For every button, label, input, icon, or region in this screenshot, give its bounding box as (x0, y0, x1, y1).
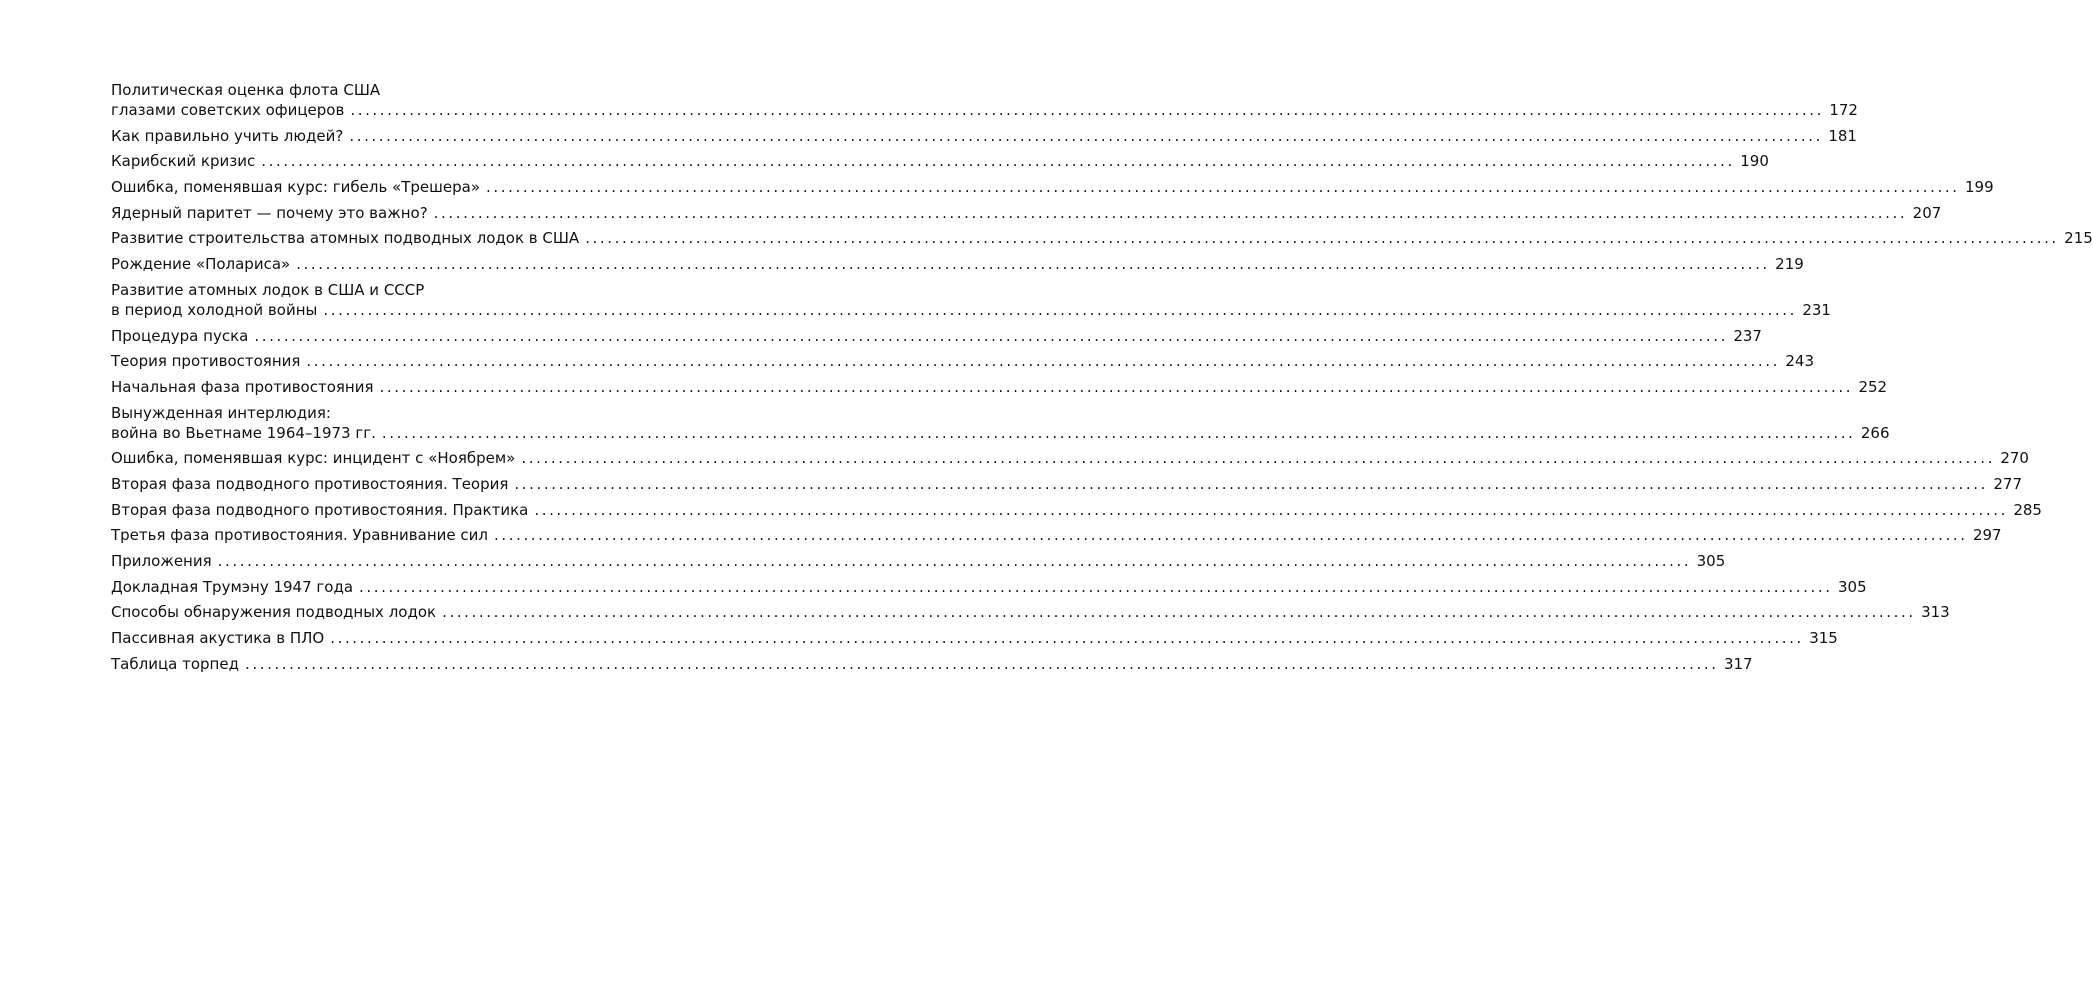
toc-entry[interactable] (111, 474, 2023, 494)
toc-entry[interactable] (111, 228, 2093, 248)
toc-entry-page: 285 (2013, 500, 2042, 519)
toc-entry-title-line1: Политическая оценка флота США (111, 81, 381, 99)
toc-entry-page: 317 (1723, 654, 1753, 673)
toc-entry[interactable] (111, 351, 1815, 371)
toc-entry[interactable] (111, 326, 1762, 346)
toc-entry-title: Ошибка, поменявшая курс: инцидент с «Ноябрем» (111, 449, 516, 468)
dot-leader: ........................................................................................................................................................................................................ (585, 229, 2059, 248)
dot-leader: ........................................................................................................................................................................................................ (521, 449, 1995, 468)
dot-leader: ........................................................................................................................................................................................................ (323, 300, 1797, 319)
toc-entry-title: глазами советских офицеров (111, 101, 345, 119)
toc-entry-page: 215 (2064, 229, 2093, 248)
dot-leader: ........................................................................................................................................................................................................ (217, 552, 1692, 570)
toc-entry-page: 181 (1828, 126, 1857, 145)
toc-entry[interactable] (111, 254, 1804, 274)
toc-entry-title: Приложения (111, 552, 212, 570)
dot-leader: ........................................................................................................................................................................................................ (349, 126, 1823, 145)
toc-entry-title: Способы обнаружения подводных лодок (111, 603, 437, 622)
toc-entry[interactable] (111, 377, 1888, 397)
toc-entry-page: 190 (1740, 152, 1769, 171)
toc-entry[interactable] (111, 628, 1838, 648)
toc-entry[interactable] (111, 126, 1857, 146)
toc-entry-title: Карибский кризис (111, 152, 256, 171)
dot-leader: ........................................................................................................................................................................................................ (534, 500, 2008, 519)
dot-leader: ........................................................................................................................................................................................................ (261, 152, 1735, 171)
toc-entry-title: Третья фаза противостояния. Уравнивание сил (111, 526, 488, 545)
dot-leader: ........................................................................................................................................................................................................ (306, 352, 1781, 371)
toc-entry[interactable] (111, 203, 1942, 223)
dot-leader: ........................................................................................................................................................................................................ (433, 203, 1908, 222)
toc-entry[interactable] (111, 448, 2029, 468)
dot-leader: ........................................................................................................................................................................................................ (514, 474, 1989, 493)
toc-entry-title: Таблица торпед (111, 654, 239, 673)
toc-entry[interactable] (111, 500, 2042, 520)
toc-entry[interactable] (111, 577, 1867, 597)
toc-entry-title: Развитие строительства атомных подводных лодок в США (111, 229, 580, 248)
dot-leader: ........................................................................................................................................................................................................ (493, 526, 1968, 545)
toc-entry[interactable] (111, 177, 1994, 197)
toc-entry-title: Рождение «Полариса» (111, 255, 291, 274)
dot-leader: ........................................................................................................................................................................................................ (381, 423, 1856, 442)
toc-entry-page: 243 (1785, 352, 1815, 371)
toc-entry-page: 315 (1809, 629, 1838, 648)
dot-leader: ........................................................................................................................................................................................................ (244, 654, 1719, 673)
dot-leader: ........................................................................................................................................................................................................ (254, 326, 1728, 345)
toc-entry-title-line1: Вынужденная интерлюдия: (111, 403, 331, 422)
toc-entry[interactable] (111, 80, 1858, 120)
toc-entry-title: Процедура пуска (111, 326, 249, 345)
toc-entry-page: 252 (1858, 377, 1888, 396)
dot-leader: ........................................................................................................................................................................................................ (359, 577, 1833, 596)
toc-entry-title: в период холодной войны (111, 300, 318, 319)
toc-entry-title: Докладная Трумэну 1947 года (111, 577, 354, 596)
table-of-contents (111, 80, 2093, 679)
toc-entry-page: 207 (1912, 203, 1942, 222)
toc-entry-page: 231 (1802, 300, 1831, 319)
toc-entry-title: война во Вьетнаме 1964–1973 гг. (111, 423, 376, 442)
toc-entry-page: 277 (1993, 474, 2023, 493)
toc-entry[interactable] (111, 551, 1726, 571)
toc-entry-title: Вторая фаза подводного противостояния. Практика (111, 500, 529, 519)
toc-entry-title-line1: Развитие атомных лодок в США и СССР (111, 280, 425, 299)
toc-entry-page: 305 (1696, 552, 1726, 570)
toc-entry[interactable] (111, 525, 2002, 545)
dot-leader: ........................................................................................................................................................................................................ (296, 255, 1770, 274)
dot-leader: ........................................................................................................................................................................................................ (379, 377, 1854, 396)
toc-entry-page: 199 (1964, 178, 1994, 197)
toc-entry[interactable] (111, 654, 1753, 674)
toc-entry-page: 297 (1972, 526, 2002, 545)
toc-entry-title: Как правильно учить людей? (111, 126, 344, 145)
toc-entry[interactable] (111, 151, 1769, 171)
toc-entry-title: Пассивная акустика в ПЛО (111, 629, 325, 648)
dot-leader: ........................................................................................................................................................................................................ (486, 178, 1960, 197)
toc-entry[interactable] (111, 403, 1890, 443)
dot-leader: ........................................................................................................................................................................................................ (442, 603, 1916, 622)
dot-leader: ........................................................................................................................................................................................................ (350, 101, 1824, 119)
toc-entry-title: Теория противостояния (111, 352, 301, 371)
toc-entry-page: 172 (1829, 101, 1858, 119)
toc-entry[interactable] (111, 280, 1831, 320)
toc-entry-page: 305 (1838, 577, 1867, 596)
toc-entry-page: 219 (1775, 255, 1804, 274)
toc-entry[interactable] (111, 602, 1950, 622)
toc-entry-page: 266 (1860, 423, 1890, 442)
toc-entry-title: Начальная фаза противостояния (111, 377, 374, 396)
toc-entry-page: 237 (1733, 326, 1762, 345)
dot-leader: ........................................................................................................................................................................................................ (330, 629, 1804, 648)
toc-entry-page: 270 (2000, 449, 2029, 468)
toc-entry-title: Ошибка, поменявшая курс: гибель «Трешера» (111, 178, 480, 197)
toc-entry-page: 313 (1921, 603, 1950, 622)
toc-entry-title: Ядерный паритет — почему это важно? (111, 203, 428, 222)
toc-entry-title: Вторая фаза подводного противостояния. Теория (111, 474, 509, 493)
